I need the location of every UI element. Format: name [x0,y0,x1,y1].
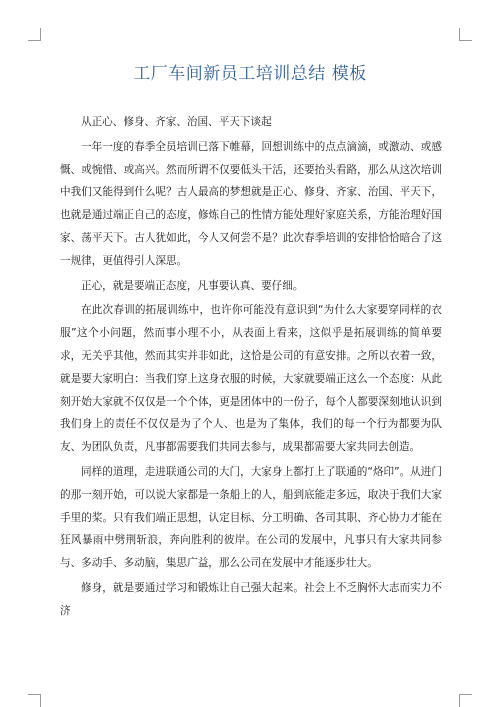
paragraph: 从正心、修身、齐家、治国、平天下谈起 [81,116,272,128]
document-body [60,111,442,625]
paragraph: 同样的道理，走进联通公司的大门，大家身上都打上了联通的“烙印”。从进门的那一刻开始，可以说大家都是一条船上的人，船到底能走多远，取决于我们大家手里的桨。只有我们端正思想，认定目标、分工明确、各司其职、齐心协力才能在狂风暴雨中劈荆斩浪，奔向胜利的彼岸。在公司的发展中，凡事只有大家共同参与、多动手、多动脑，集思广益，那么公司在发展中才能逐步壮大。 [60,465,442,570]
paragraph: 在此次春训的拓展训练中，也许你可能没有意识到“为什么大家要穿同样的衣服”这个小问题，然而事小理不小，从表面上看来，这似乎是拓展训练的简单要求，无关乎其他，然而其实并非如此，这恰是公司的有意安排。之所以衣着一致，就是要大家明白：当我们穿上这身衣服的时候，大家就要端正这么一个态度：从此刻开始大家就不仅仅是一个个体，更是团体中的一份子，每个人都要深刻地认识到我们身上的责任不仅仅是为了个人、也是为了集体，我们的每一个行为都要为队友、为团队负责，凡事都需要我们共同去参与，成果都需要大家共同去创造。 [60,304,442,454]
paragraph: 一年一度的春季全员培训已落下帷幕，回想训练中的点点滴滴，或激动、或感慨、或惋惜、或高兴。然而所谓不仅要低头干活，还要抬头看路，那么从这次培训中我们又能得到什么呢？古人最高的梦想就是正心、修身、齐家、治国、平天下，也就是通过端正自己的态度，修炼自己的性情方能处理好家庭关系，方能治理好国家、荡平天下。古人犹如此，今人又何尝不是？此次春季培训的安排恰恰暗合了这一规律，更值得引人深思。 [60,140,442,267]
paragraph: 正心，就是要端正态度，凡事要认真、要仔细。 [81,279,304,292]
crop-mark-top-left-v [40,28,41,41]
crop-mark-top-right-h [459,40,472,41]
crop-mark-bottom-left-v [40,694,41,707]
crop-mark-bottom-right-h [459,694,472,695]
crop-mark-bottom-right-v [459,694,460,707]
document-title: 工厂车间新员工培训总结 模板 [133,64,367,84]
paragraph: 修身，就是要通过学习和锻炼让自己强大起来。社会上不乏胸怀大志而实力不济 [60,581,442,617]
crop-mark-top-right-v [459,28,460,41]
